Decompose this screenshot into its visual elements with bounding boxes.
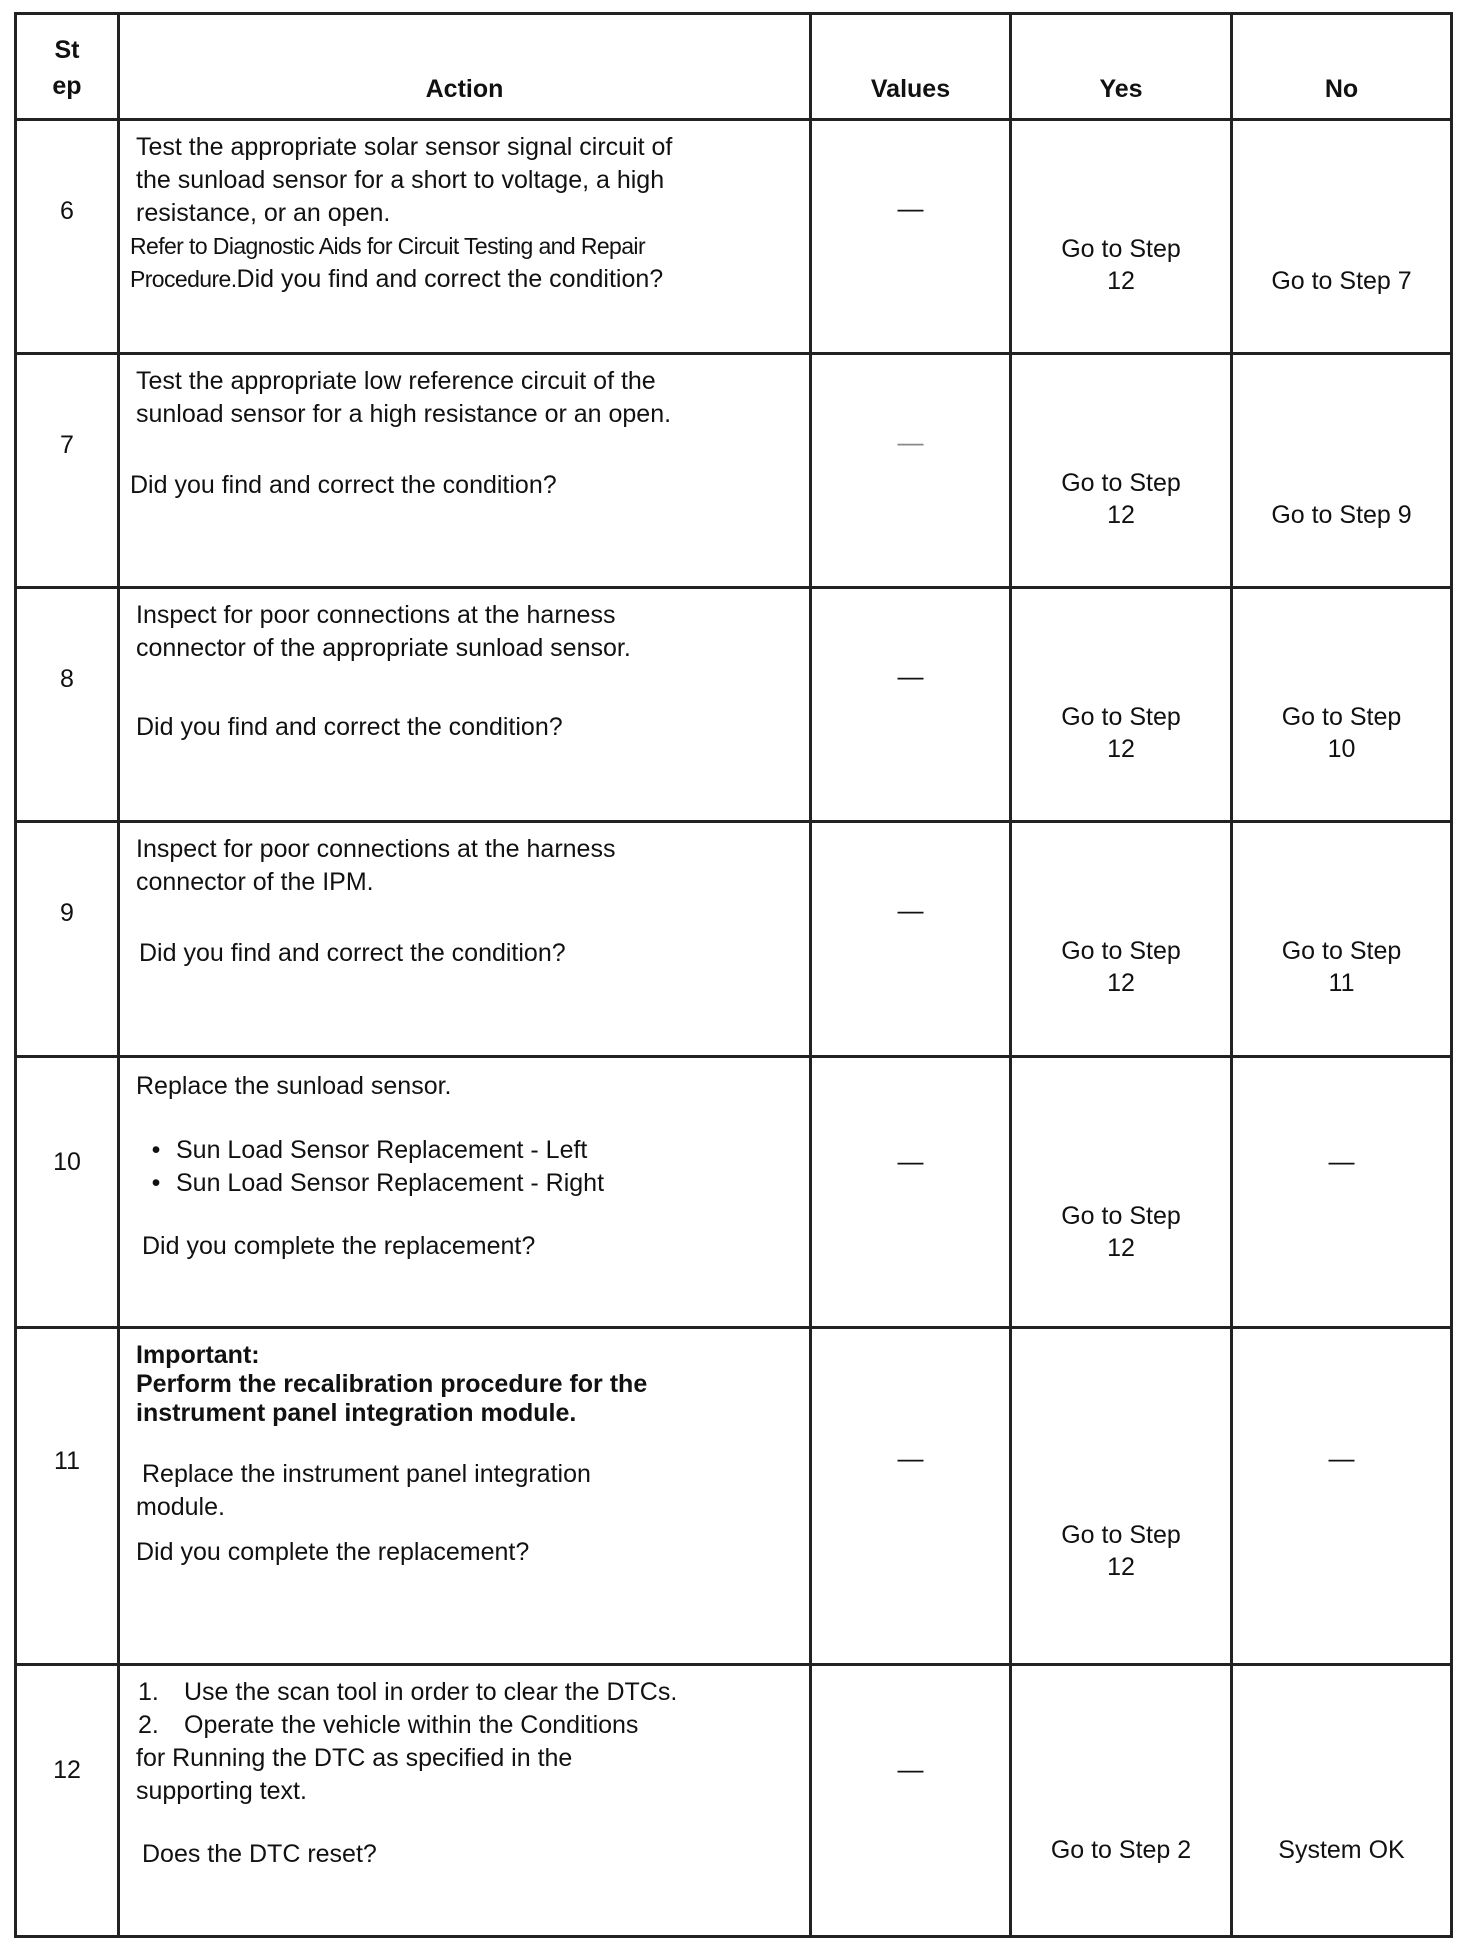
value-dash: — <box>897 427 924 458</box>
yes-goto: Go to Step 12 <box>1061 1201 1181 1262</box>
table-row <box>16 354 1452 588</box>
table-row <box>16 1665 1452 1937</box>
action-question: Did you complete the replacement? <box>142 1231 536 1260</box>
header-values: Values <box>811 14 1011 120</box>
diagnostic-table <box>14 12 1453 1938</box>
action-note: Refer to Diagnostic Aids for Circuit Testing and Repair <box>130 233 646 259</box>
important-text: Perform the recalibration procedure for the <box>136 1370 648 1399</box>
yes-goto: Go to Step 2 <box>1050 1836 1192 1865</box>
action-question: Did you find and correct the condition? <box>139 939 566 968</box>
step-number: 9 <box>60 899 74 928</box>
header-no: No <box>1232 14 1452 120</box>
action-line: Test the appropriate solar sensor signal circuit of <box>136 133 673 161</box>
important-text: instrument panel integration module. <box>136 1399 577 1428</box>
action-line: module. <box>136 1493 225 1522</box>
action-question: Did you complete the replacement? <box>136 1538 530 1567</box>
yes-goto: Go to Step 12 <box>1061 235 1181 295</box>
step-number: 7 <box>60 431 74 460</box>
value-dash: — <box>897 895 924 926</box>
action-line: for Running the DTC as specified in the <box>136 1744 573 1773</box>
bullet-item: • Sun Load Sensor Replacement - Right <box>151 1168 605 1197</box>
header-row <box>16 14 1452 120</box>
no-goto: System OK <box>1278 1836 1405 1865</box>
action-note: Procedure. <box>130 266 237 292</box>
step-number: 10 <box>53 1147 81 1176</box>
step-number: 12 <box>53 1756 81 1785</box>
action-line: Inspect for poor connections at the harness <box>136 601 616 630</box>
table-row <box>16 822 1452 1056</box>
action-line: Test the appropriate low reference circuit of the <box>136 367 656 396</box>
table-row <box>16 120 1452 354</box>
action-line: connector of the IPM. <box>136 868 374 897</box>
value-dash: — <box>897 1754 924 1785</box>
yes-goto: Go to Step 12 <box>1061 703 1181 764</box>
no-goto: Go to Step 10 <box>1281 703 1402 764</box>
value-dash: — <box>897 193 924 223</box>
no-goto: Go to Step 11 <box>1281 937 1402 998</box>
action-line: the sunload sensor for a short to voltage, a high <box>136 166 665 194</box>
action-question: Did you find and correct the condition? <box>130 471 557 500</box>
bullet-item: • Sun Load Sensor Replacement - Left <box>151 1135 588 1164</box>
important-label: Important: <box>136 1341 260 1370</box>
action-question: Did you find and correct the condition? <box>236 265 664 293</box>
action-question: Did you find and correct the condition? <box>136 713 563 742</box>
action-line: sunload sensor for a high resistance or an open. <box>136 400 672 429</box>
value-dash: — <box>897 661 924 692</box>
step-number: 11 <box>54 1447 80 1476</box>
numbered-item: 1. Use the scan tool in order to clear the DTCs. <box>138 1678 678 1707</box>
action-line: resistance, or an open. <box>136 199 391 227</box>
table-row <box>16 1328 1452 1665</box>
no-dash: — <box>1328 1145 1355 1176</box>
action-line: Replace the instrument panel integration <box>142 1460 591 1489</box>
header-step: St ep <box>16 14 119 120</box>
action-line: connector of the appropriate sunload sensor. <box>136 634 631 663</box>
action-question: Does the DTC reset? <box>142 1840 377 1869</box>
step-number: 6 <box>60 197 74 225</box>
action-line: Inspect for poor connections at the harness <box>136 835 616 864</box>
no-goto: Go to Step 9 <box>1271 501 1412 530</box>
table-row <box>16 1056 1452 1328</box>
header-action: Action <box>119 14 811 120</box>
step-number: 8 <box>60 665 74 694</box>
yes-goto: Go to Step 12 <box>1061 1521 1181 1582</box>
value-dash: — <box>897 1145 924 1176</box>
yes-goto: Go to Step 12 <box>1061 937 1181 998</box>
numbered-item: 2. Operate the vehicle within the Conditions <box>138 1711 639 1740</box>
table-row <box>16 588 1452 822</box>
action-line: Replace the sunload sensor. <box>136 1071 452 1100</box>
no-dash: — <box>1328 1443 1355 1474</box>
no-goto: Go to Step 7 <box>1271 267 1412 295</box>
header-yes: Yes <box>1011 14 1232 120</box>
value-dash: — <box>897 1443 924 1474</box>
action-line: supporting text. <box>136 1777 307 1806</box>
yes-goto: Go to Step 12 <box>1061 469 1181 530</box>
